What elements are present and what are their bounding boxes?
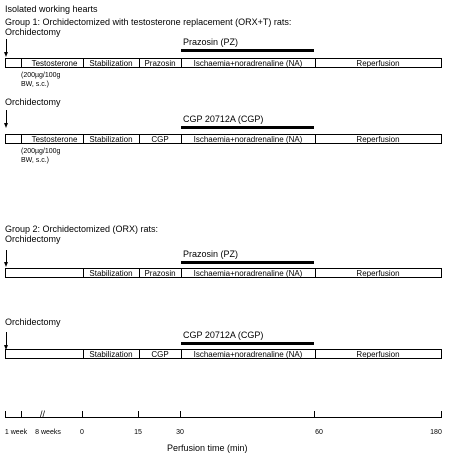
protocol-timeline-bar [5, 349, 442, 359]
axis-tick [138, 411, 139, 417]
axis-tick [82, 411, 83, 417]
group2-title: Group 2: Orchidectomized (ORX) rats: [5, 224, 159, 234]
tick-label-15: 15 [134, 429, 142, 436]
tick-label-8-weeks: 8 weeks [35, 429, 61, 436]
drug-exposure-bar [181, 261, 314, 264]
segment-cgp: CGP [151, 135, 169, 144]
diagram-title: Isolated working hearts [5, 4, 98, 14]
dose-line-1: (200µg/100g [21, 148, 61, 155]
segment-empty [6, 350, 83, 358]
tick-label-180: 180 [430, 429, 442, 436]
axis-label: Perfusion time (min) [167, 443, 248, 453]
segment-stabilization: Stabilization [89, 350, 133, 359]
protocol-timeline-bar [5, 134, 442, 144]
arrow-down-icon [6, 332, 7, 346]
segment-reperfusion: Reperfusion [356, 135, 400, 144]
axis-tick [5, 411, 6, 417]
segment-reperfusion: Reperfusion [356, 59, 400, 68]
segment-stabilization: Stabilization [89, 269, 133, 278]
protocol-timeline-bar [5, 58, 442, 68]
segment-ischaemia: Ischaemia+noradrenaline (NA) [193, 269, 303, 278]
arrowhead-icon [4, 262, 8, 267]
axis-tick [441, 411, 442, 417]
protocol-timeline-bar [5, 268, 442, 278]
tick-label-0: 0 [80, 429, 84, 436]
arrow-down-icon [6, 39, 7, 53]
orchidectomy-label: Orchidectomy [5, 317, 61, 327]
arrowhead-icon [4, 123, 8, 128]
segment-ischaemia: Ischaemia+noradrenaline (NA) [193, 350, 303, 359]
dose-line-2: BW, s.c.) [21, 81, 49, 88]
orchidectomy-label: Orchidectomy [5, 234, 61, 244]
segment-prazosin: Prazosin [144, 269, 176, 278]
segment-testosterone: Testosterone [31, 59, 78, 68]
drug-exposure-bar [181, 49, 314, 52]
tick-label-1-week: 1 week [4, 429, 28, 436]
drug-exposure-bar [181, 342, 314, 345]
axis-tick [180, 411, 181, 417]
orchidectomy-label: Orchidectomy [5, 27, 61, 37]
segment-prazosin: Prazosin [144, 59, 176, 68]
drug-label: CGP 20712A (CGP) [183, 330, 264, 340]
segment-testosterone: Testosterone [31, 135, 78, 144]
segment-ischaemia: Ischaemia+noradrenaline (NA) [193, 135, 303, 144]
drug-label: Prazosin (PZ) [183, 249, 239, 259]
axis-tick [314, 411, 315, 417]
drug-label: CGP 20712A (CGP) [183, 114, 264, 124]
tick-label-60: 60 [315, 429, 323, 436]
segment-empty [6, 269, 83, 277]
tick-label-30: 30 [176, 429, 184, 436]
drug-exposure-bar [181, 126, 314, 129]
segment-stabilization: Stabilization [89, 135, 133, 144]
arrow-down-icon [6, 110, 7, 124]
axis-tick [21, 411, 22, 417]
dose-line-1: (200µg/100g [21, 72, 61, 79]
segment-reperfusion: Reperfusion [356, 269, 400, 278]
orchidectomy-label: Orchidectomy [5, 97, 61, 107]
dose-line-2: BW, s.c.) [21, 157, 49, 164]
drug-label: Prazosin (PZ) [183, 37, 239, 47]
segment-reperfusion: Reperfusion [356, 350, 400, 359]
group1-title: Group 1: Orchidectomized with testosterone replacement (ORX+T) rats: [5, 17, 292, 27]
segment-stabilization: Stabilization [89, 59, 133, 68]
arrowhead-icon [4, 52, 8, 57]
axis-line [5, 417, 442, 418]
axis-break-icon: // [40, 409, 46, 419]
segment-cgp: CGP [151, 350, 169, 359]
segment-ischaemia: Ischaemia+noradrenaline (NA) [193, 59, 303, 68]
